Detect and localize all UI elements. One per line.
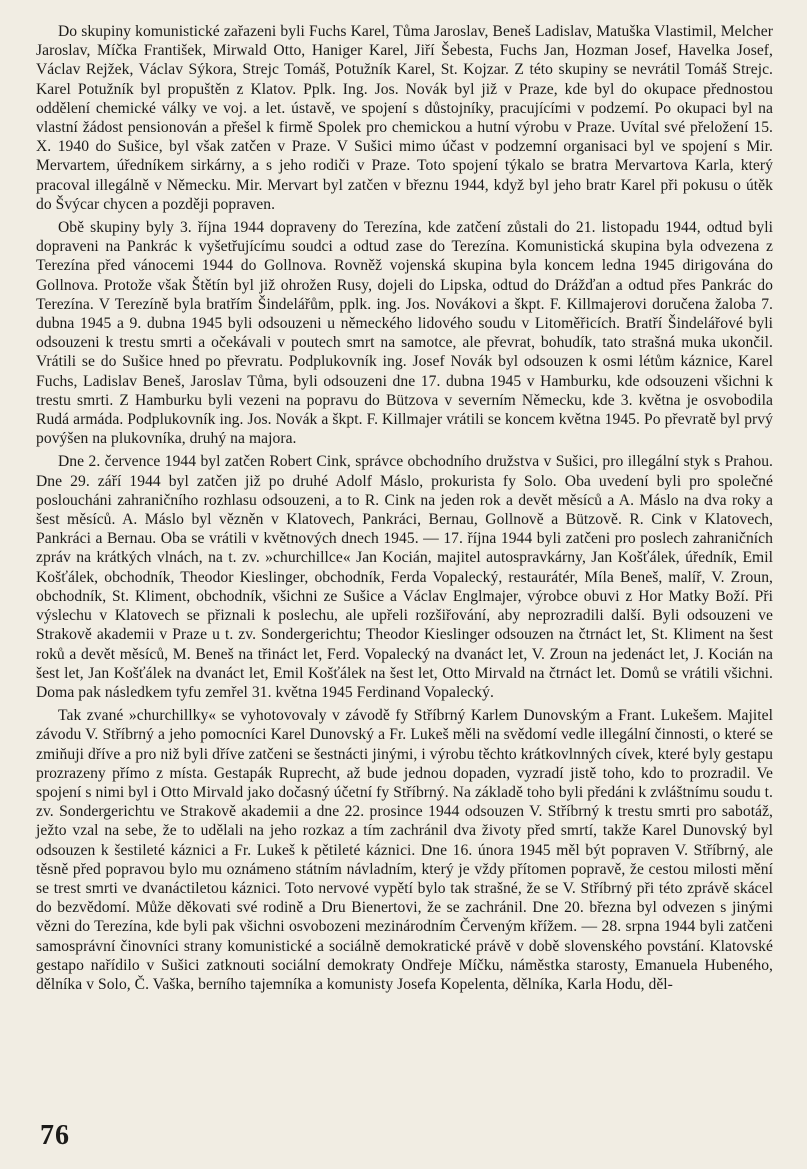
paragraph-1: Do skupiny komunistické zařazeni byli Fuchs Karel, Tůma Jaroslav, Beneš Ladislav, Matuška Vlastimil, Melcher Jaroslav, Míčka František, Mirwald Otto, Haniger Karel, Jiří Šebesta, Fuchs Jan, Hozman Josef, Havelka Josef, Václav Rejžek, Václav Sýkora, Strejc Tomáš, Potužník Karel, St. Kojzar. Z této skupiny se nevrátil Tomáš Strejc. Karel Potužník byl propuštěn z Klatov. Pplk. Ing. Jos. Novák byl již v Praze, kde byl do okupace přednostou oddělení chemické války ve voj. a let. ústavě, ve spojení s důstojníky, pracujícími v podzemí. Po okupaci byl na vlastní žádost pensionován a přešel k firmě Spolek pro chemickou a hutní výrobu v Praze. Uvítal své přeložení 15. X. 1940 do Sušice, byl však zatčen v Praze. V Sušici mimo účast v podzemní organisaci byl ve spojení s Mir. Mervartem, úředníkem sirkárny, a s jeho rodiči v Praze. Toto spojení týkalo se bratra Mervartova Karla, který pracoval illegálně v Německu. Mir. Mervart byl zatčen v březnu 1944, když byl jeho bratr Karel při pokusu o útěk do Švýcar chycen a později popraven.: [36, 23, 773, 213]
body-text: [36, 22, 773, 994]
page-number: 76: [40, 1120, 70, 1151]
paragraph-4: Tak zvané »churchillky« se vyhotovovaly v závodě fy Stříbrný Karlem Dunovským a Frant. Lukešem. Majitel závodu V. Stříbrný a jeho pomocníci Karel Dunovský a Fr. Lukeš měli na svědomí vedle illegální činnosti, o které se zmiňuji dříve a pro niž byli dříve zatčeni se šestnácti jinými, i výrobu těchto krátkovlnných cívek, které byly gestapu prozrazeny přímo z místa. Gestapák Ruprecht, až bude jednou dopaden, vyzradí jistě toho, kdo to prozradil. Ve spojení s nimi byl i Otto Mirvald jako dočasný účetní fy Stříbrný. Na základě toho byli předáni k zvláštnímu soudu t. zv. Sondergerichtu ve Strakově akademii a dne 22. prosince 1944 odsouzen V. Stříbrný k trestu smrti pro sabotáž, ježto vzal na sebe, že to udělali na jeho rozkaz a tím zachránil dva životy před smrtí, takže Karel Dunovský byl odsouzen k šestileté káznici a Fr. Lukeš k pětileté káznici. Dne 16. února 1945 měl být popraven V. Stříbrný, ale těsně před popravou bylo mu oznámeno státním návladním, který je vždy přítomen popravě, že cestou milosti mění se trest smrti ve dvanáctiletou káznici. Toto nervové vypětí bylo tak strašné, že se V. Stříbrný při této zprávě skácel do bezvědomí. Může děkovati své rodině a Dru Bienertovi, že se zachránil. Dne 20. března byl odvezen s jinými vězni do Terezína, kde byli pak všichni osvobozeni mezinárodním Červeným křížem. — 28. srpna 1944 byli zatčeni samosprávní činovníci strany komunistické a sociálně demokratické právě v době slovenského povstání. Klatovské gestapo nařídilo v Sušici zatknouti sociální demokraty Ondřeje Míčku, náměstka starosty, Emanuela Hubeného, dělníka v Solo, Č. Vaška, berního tajemníka a komunisty Josefa Kopelenta, dělníka, Karla Hodu, děl-: [36, 707, 773, 993]
paragraph-3: Dne 2. července 1944 byl zatčen Robert Cink, správce obchodního družstva v Sušici, pro illegální styk s Prahou. Dne 29. září 1944 byl zatčen již po druhé Adolf Máslo, prokurista fy Solo. Oba uvedení byli pro společné posloucháni zahraničního rozhlasu odsouzeni, a to R. Cink na jeden rok a devět měsíců a A. Máslo na dva roky a šest měsíců. A. Máslo byl vězněn v Klatovech, Pankráci, Bernau, Gollnově a Bützově. R. Cink v Klatovech, Pankráci a Bernau. Oba se vrátili v květnových dnech 1945. — 17. října 1944 byli zatčeni pro poslech zahraničních zpráv na krátkých vlnách, na t. zv. »churchillce« Jan Kocián, majitel autospravkárny, Jan Košťálek, úředník, Emil Košťálek, obchodník, Theodor Kieslinger, obchodník, Ferda Vopalecký, restaurátér, Míla Beneš, malíř, V. Zroun, obchodník, St. Kliment, obchodník, všichni ze Sušice a Václav Englmajer, výrobce obuvi z Hor Matky Boží. Při výslechu v Klatovech se přiznali k poslechu, ale upřeli rozšiřování, aby neprozradili další. Byli odsouzeni ve Strakově akademii v Praze u t. zv. Sondergerichtu; Theodor Kieslinger odsouzen na čtrnáct let, St. Kliment na šest roků a devět měsíců, M. Beneš na třináct let, Ferd. Vopalecký na dvanáct let, V. Zroun na jedenáct let, J. Kocián na šest let, Jan Košťálek na dvanáct let, Emil Košťálek na šest let, Otto Mirvald na čtrnáct let. Domů se vrátili všichni. Doma pak následkem tyfu zemřel 31. května 1945 Ferdinand Vopalecký.: [36, 453, 773, 701]
paragraph-2: Obě skupiny byly 3. října 1944 dopraveny do Terezína, kde zatčení zůstali do 21. listopadu 1944, odtud byli dopraveni na Pankrác k vyšetřujícímu soudci a odtud zase do Terezína. Komunistická skupina byla odvezena z Terezína před vánocemi 1944 do Gollnova. Rovněž vojenská skupina byla koncem ledna 1945 dirigována do Gollnova. Protože však Štětín byl již ohrožen Rusy, dojeli do Lipska, odtud do Drážďan a odtud přes Pankrác do Terezína. V Terezíně byla bratřím Šindelářům, pplk. ing. Jos. Novákovi a škpt. F. Killmajerovi doručena žaloba 7. dubna 1945 a 9. dubna 1945 byli odsouzeni u německého lidového soudu v Litoměřicích. Bratří Šindelářové byli odsouzeni k trestu smrti a očekávali v poutech smrt na samotce, ale převrat, bohudík, tato strašná muka ukončil. Vrátili se do Sušice hned po převratu. Podplukovník ing. Josef Novák byl odsouzen k osmi létům káznice, Karel Fuchs, Ladislav Beneš, Jaroslav Tůma, byli odsouzeni dne 17. dubna 1945 v Hamburku, kde odsouzeni všichni k trestu smrti. Z Hamburku byli vezeni na popravu do Bützova v severním Německu, kde 3. května je osvobodila Rudá armáda. Podplukovník ing. Jos. Novák a škpt. F. Killmajer vrátili se koncem května 1945. Po převratě byl prvý povýšen na plukovníka, druhý na majora.: [36, 219, 773, 448]
